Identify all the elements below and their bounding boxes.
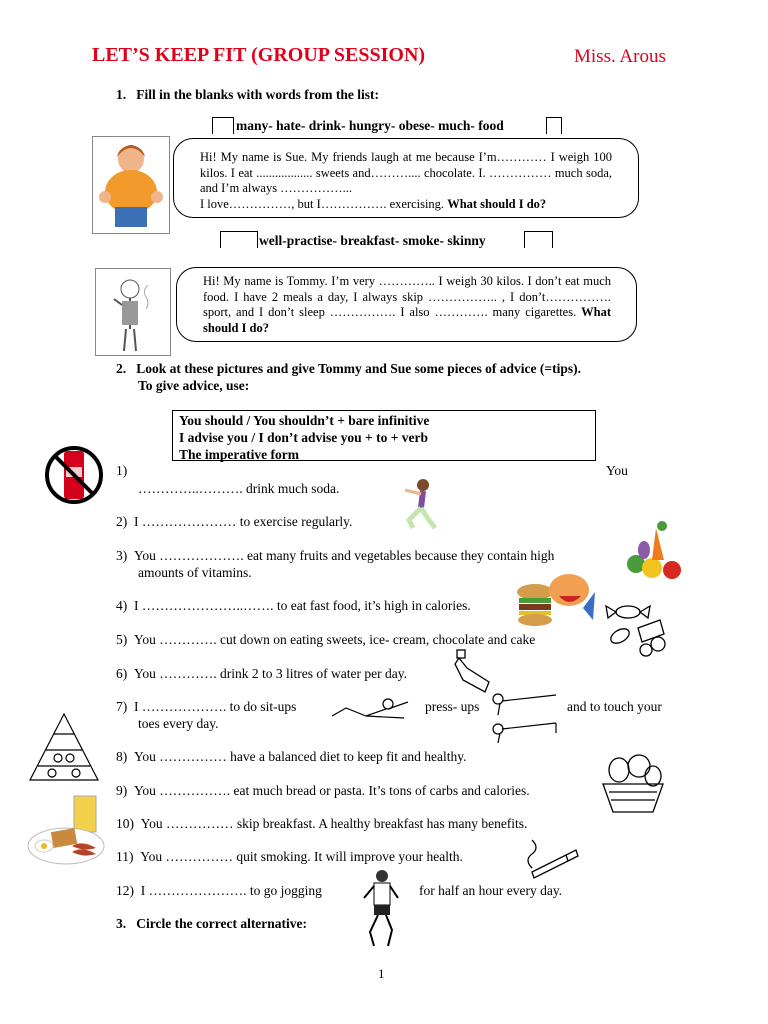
item-5-text: 5) You …………. cut down on eating sweets, ice- cream, chocolate and cake (116, 632, 536, 647)
item-8-text: 8) You …………… have a balanced diet to keep fit and healthy. (116, 749, 467, 764)
cigarette-image (518, 836, 580, 880)
item-12-text-cont: for half an hour every day. (419, 883, 563, 898)
item-1-you: You (606, 463, 628, 478)
item-7-text: 7) I ………………. to do sit-ups (116, 699, 297, 714)
section2-heading-line2: To give advice, use: (138, 378, 250, 393)
word-list-2-text: well-practise- breakfast- smoke- skinny (259, 233, 486, 248)
fruits-vegetables-image (622, 520, 684, 584)
sue-overweight-girl-image (92, 136, 170, 234)
item-11-text: 11) You …………… quit smoking. It will improve your health. (116, 849, 463, 864)
rule-1: You should / You shouldn’t + bare infinitive (179, 413, 430, 428)
item-7-text-cont: and to touch your (567, 699, 662, 714)
sue-question: What should I do? (447, 196, 547, 211)
jogging-man-image (358, 868, 404, 950)
tommy-text (203, 274, 611, 336)
exercising-woman-image (395, 476, 443, 532)
item-7-pressups-label: press- ups (425, 699, 480, 714)
item-12-text: 12) I …………………. to go jogging (116, 883, 322, 898)
no-soda-icon (44, 443, 104, 507)
section1-heading: 1. Fill in the blanks with words from the list: (116, 87, 380, 102)
item-2-text: 2) I ………………… to exercise regularly. (116, 514, 353, 529)
word-list-1 (212, 117, 562, 135)
item-7-text-end: toes every day. (138, 716, 219, 731)
page-number: 1 (378, 966, 385, 981)
sweets-candy-image (598, 598, 678, 660)
sue-text (200, 150, 612, 212)
press-ups-image (486, 689, 562, 747)
tommy-question: What should I do? (203, 305, 611, 335)
breakfast-image (26, 794, 106, 866)
tommy-speech-bubble (176, 267, 637, 342)
sue-text-part2: I love……………, but I……………. exercising. (200, 196, 448, 211)
item-1-number: 1) (116, 463, 128, 478)
tommy-skinny-boy-image (95, 268, 171, 356)
sit-ups-image (326, 694, 418, 724)
bread-basket-image (597, 752, 669, 816)
advice-rules-box (172, 410, 596, 461)
word-list-1-text: many- hate- drink- hungry- obese- much- food (236, 118, 504, 133)
item-3-text: 3) You ………………. eat many fruits and vegetables because they contain high (116, 548, 555, 563)
item-1-text: …………..………. drink much soda. (138, 481, 340, 496)
item-4-text: 4) I …………………..……. to eat fast food, it’s high in calories. (116, 598, 471, 613)
teacher-name: Miss. Arous (574, 46, 666, 67)
word-list-2 (220, 231, 553, 249)
tommy-text-body: Hi! My name is Tommy. I’m very ………….. I weigh 30 kilos. I don’t eat much food. I have 2 meals a day, I always skip …………….. , I don’t……………. sport, and I don’t sleep ……………. I also …………. many cigarettes. (203, 274, 611, 319)
item-6-text: 6) You …………. drink 2 to 3 litres of water per day. (116, 666, 407, 681)
food-pyramid-image (28, 712, 100, 782)
item-10-text: 10) You …………… skip breakfast. A healthy breakfast has many benefits. (116, 816, 528, 831)
section3-heading: 3. Circle the correct alternative: (116, 916, 308, 931)
item-3-text-cont: amounts of vitamins. (138, 565, 252, 580)
sue-speech-bubble (173, 138, 639, 218)
fast-food-burger-image (513, 570, 597, 630)
rule-3: The imperative form (179, 447, 299, 462)
sue-text-part1: Hi! My name is Sue. My friends laugh at me because I’m………… I weigh 100 kilos. I eat .................. sweets and……….... chocolate. I. …………… much soda, and I’m always ……………... (200, 150, 612, 195)
item-9-text: 9) You ……………. eat much bread or pasta. It’s tons of carbs and calories. (116, 783, 530, 798)
worksheet-title: LET’S KEEP FIT (GROUP SESSION) (92, 44, 426, 66)
water-bottle-image (449, 648, 493, 694)
rule-2: I advise you / I don’t advise you + to + verb (179, 430, 429, 445)
section2-heading-line1: 2. Look at these pictures and give Tommy and Sue some pieces of advice (=tips). (116, 361, 581, 376)
